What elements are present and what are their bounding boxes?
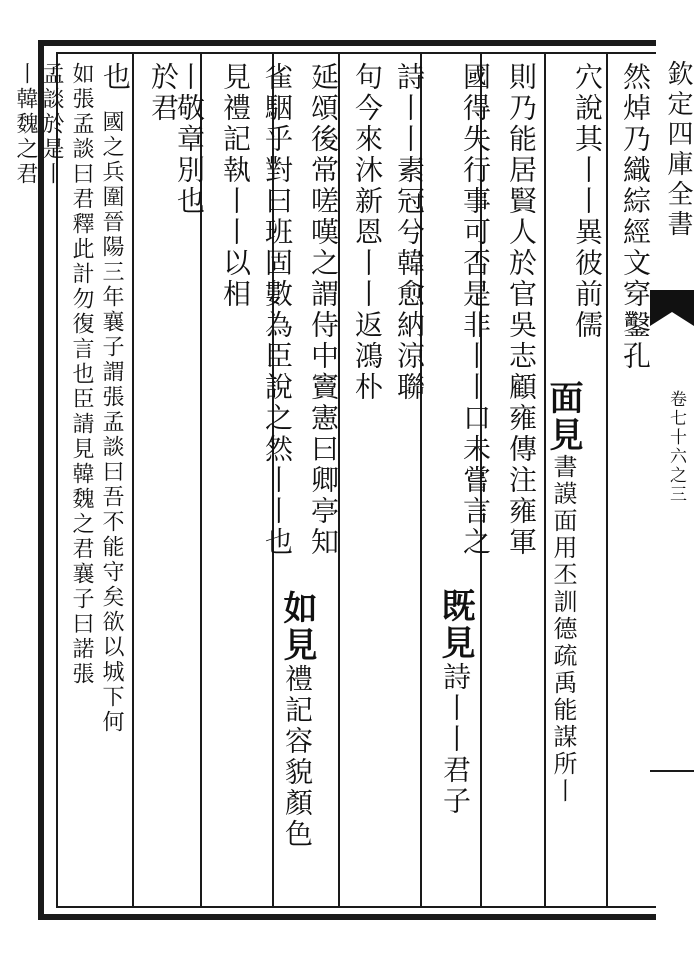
annotation-text: 詩丨丨君子 [439,662,472,817]
column-text: 於君 [147,62,180,124]
text-column-5 [386,62,432,900]
column-text: 延頌後常嗟嘆之謂侍中竇憲曰卿亭知 [307,62,340,558]
text-column-8 [254,62,300,900]
column-text: 則乃能居賢人於官吳志顧雍傳注雍軍 [505,62,538,558]
text-column-15 [39,62,74,302]
entry-heading: 既見 [435,588,475,662]
column-text: 句今來沐新恩丨丨返鴻朴 [351,62,384,403]
column-text: 見禮記執丨丨以相 [219,62,252,310]
column-text: 詩丨丨素冠兮韓愈納涼聯 [393,62,426,403]
annotation-text: 禮記容貌顏色 [281,664,314,850]
annotation-text: 書謨面用丕訓德疏禹能謀所丨 [549,454,577,805]
entry-heading: 如見 [277,590,317,664]
column-text: 也 [99,62,132,93]
column-text: 丨敬章別也 [173,62,206,217]
text-column-6 [344,62,390,900]
text-column-1 [612,62,658,900]
column-text: 雀駰乎對曰班固數為臣說之然丨丨也 [261,62,294,558]
text-column-11 [140,62,186,900]
text-column-16 [13,62,48,262]
column-text: 國得失行事可否是非丨丨口未嘗言之 [459,62,492,558]
volume-label: 卷七十六之三 [666,390,686,504]
entry-heading: 面見 [543,380,583,454]
column-text: 穴說其丨丨異彼前儒 [571,62,604,341]
column-text: 然焯乃織綜經文穿鑿孔 [619,62,652,372]
column-text: 孟談於是丨 [39,62,64,187]
column-text: 丨韓魏之君 [13,62,38,187]
text-column-3 [498,62,544,900]
text-column-4b [432,588,478,888]
book-title-margin: 欽定四庫全書 [663,60,693,240]
text-column-9 [212,62,258,900]
column-text: 國之兵圍晉陽三年襄子謂張孟談曰吾不能守矣欲以城下何 [99,110,124,735]
text-column-2b [540,380,586,880]
column-text: 如張孟談曰君釋此計勿復言也臣請見韓魏之君襄子曰諾張 [69,62,94,687]
